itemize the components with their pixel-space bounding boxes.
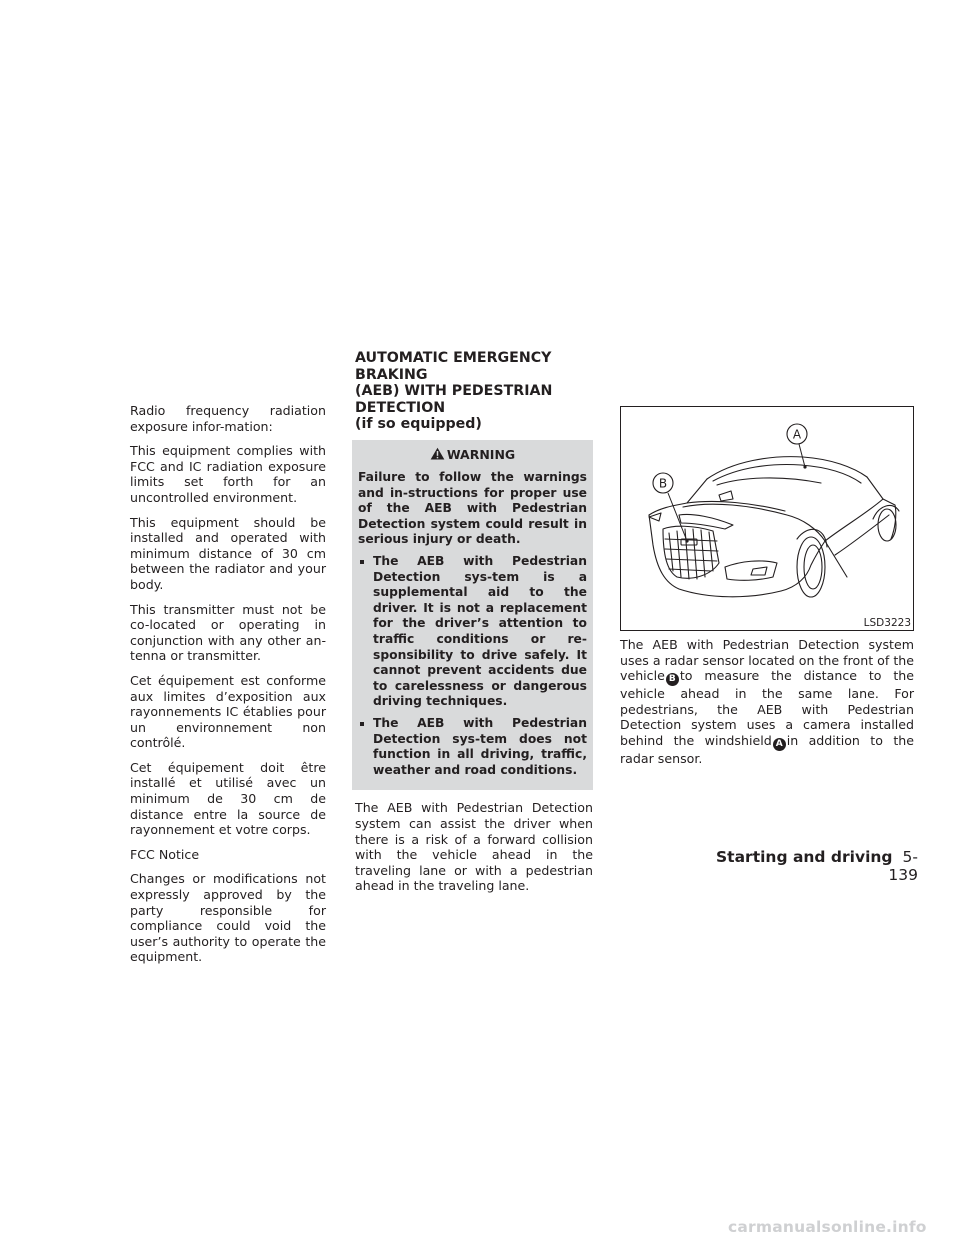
figure-label-b: B [658, 476, 668, 491]
heading-line-2: (AEB) WITH PEDESTRIAN DETECTION [355, 383, 553, 416]
page-number: 5-139 [888, 848, 918, 884]
figure-code: LSD3223 [863, 617, 911, 629]
page-footer [700, 848, 918, 884]
paragraph-fcc-notice: FCC Notice [130, 846, 200, 862]
reference-a-badge: A [773, 738, 786, 751]
left-column [130, 403, 326, 974]
warning-title-text: WARNING [446, 446, 516, 462]
aeb-description: The AEB with Pedestrian Detection system can assist the driver when there is a risk of a forward collision with the vehicle ahead in the traveling lane or with a pedestrian ahead in the traveling lane. [355, 800, 593, 894]
paragraph-changes-notice: Changes or modifications not expressly approved by the party responsible for compliance could void the user’s authority to operate the equipment. [130, 871, 326, 965]
warning-intro: Failure to follow the warnings and in-structions for proper use of the AEB with Pedestrian Detection system could result in serious injury or death. [358, 470, 587, 547]
warning-title [358, 447, 587, 463]
paragraph-fcc-ic-compliance: This equipment complies with FCC and IC radiation exposure limits set forth for an uncontrolled environment. [130, 443, 326, 505]
radar-description-part3: in addition to the radar sensor. [620, 732, 914, 766]
paragraph-french-distance: Cet équipement doit être installé et utilisé avec un minimum de 30 cm de distance entre la source de rayonnement et votre corps. [130, 759, 326, 838]
footer-section-title: Starting and driving [716, 848, 893, 866]
paragraph-french-conformity: Cet équipement est conforme aux limites d’exposition aux rayonnements IC établies pour un environnement non contrôlé. [130, 672, 326, 751]
paragraph-rf-exposure: Radio frequency radiation exposure infor-mation: [130, 403, 326, 434]
middle-column [355, 350, 593, 903]
radar-description-part1: The AEB with Pedestrian Detection system uses a radar sensor located on the front of the vehicle [620, 637, 914, 684]
heading-line-3: (if so equipped) [355, 416, 482, 432]
radar-description [620, 637, 914, 767]
watermark: carmanualsonline.info [728, 1218, 927, 1236]
right-column [620, 406, 914, 776]
section-heading [355, 350, 593, 433]
warning-list [358, 554, 587, 778]
radar-description-part2: to measure the distance to the vehicle ahead in the same lane. For pedestrians, the AEB with Pedestrian Detection system uses a camera installed behind the windshield [620, 668, 914, 748]
vehicle-illustration [621, 407, 913, 630]
warning-box [352, 440, 593, 791]
paragraph-minimum-distance: This equipment should be installed and operated with minimum distance of 30 cm between the radiator and your body. [130, 514, 326, 592]
vehicle-sensor-figure [620, 406, 914, 631]
paragraph-co-location: This transmitter must not be co-located or operating in conjunction with any other an-tenna or transmitter. [130, 601, 326, 664]
reference-b-badge: B [666, 673, 679, 686]
warning-bullet: The AEB with Pedestrian Detection sys-tem is a supplemental aid to the driver. It is not a replacement for the driver’s attention to traffic conditions or re-sponsibility to drive safely. It cannot prevent accidents due to carelessness or dangerous driving techniques. [358, 554, 587, 710]
warning-triangle-icon [430, 447, 445, 460]
warning-bullet: The AEB with Pedestrian Detection sys-tem does not function in all driving, traffic, weather and road conditions. [358, 716, 587, 778]
figure-label-a: A [792, 427, 802, 442]
heading-line-1: AUTOMATIC EMERGENCY BRAKING [355, 350, 552, 383]
